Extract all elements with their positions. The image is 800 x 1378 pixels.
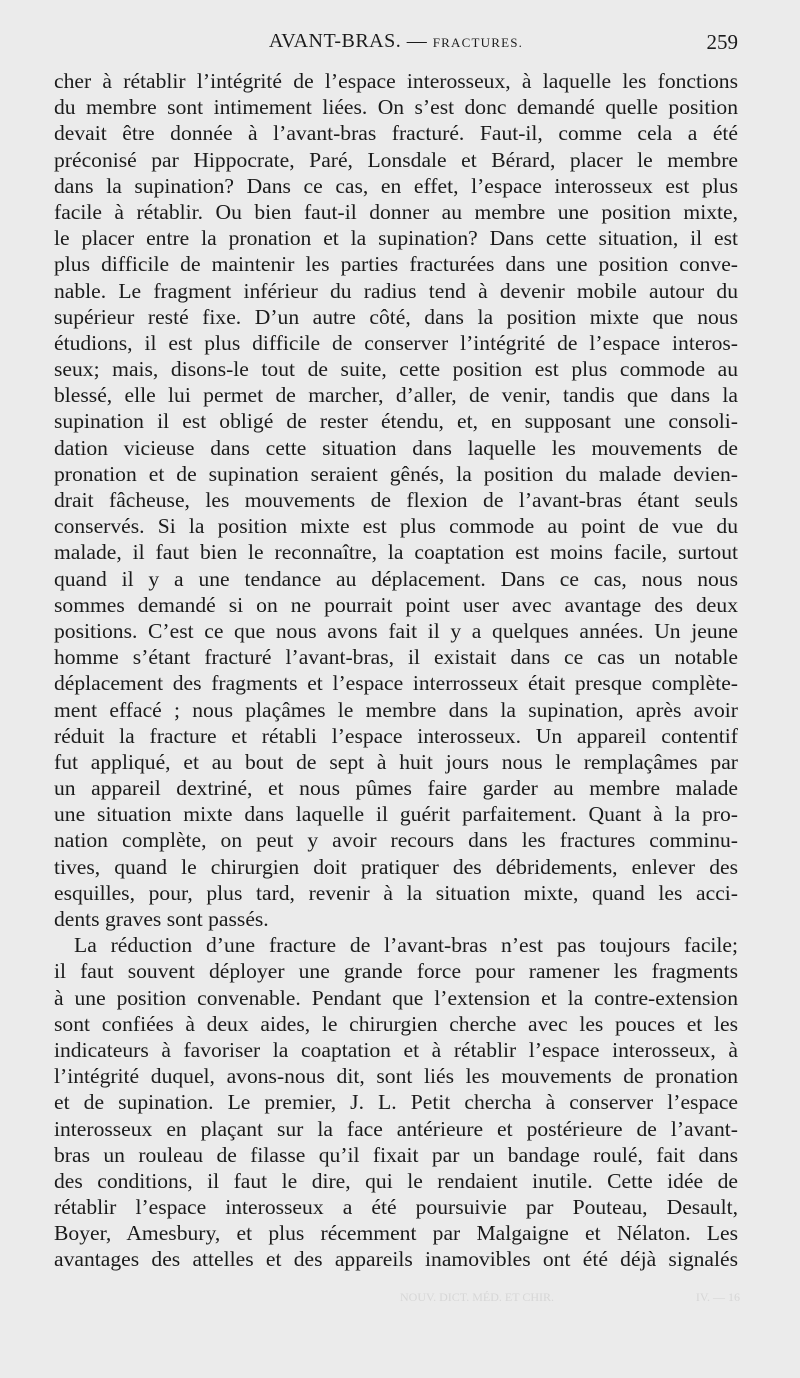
page-header	[54, 30, 738, 60]
text-line: dans la supination? Dans ce cas, en effet, l’espace interosseux est plus	[54, 173, 738, 198]
text-line: des conditions, il faut le dire, qui le rendaient inutile. Cette idée de	[54, 1168, 738, 1193]
text-line: facile à rétablir. Ou bien faut-il donner au membre une position mixte,	[54, 199, 738, 224]
text-line: l’intégrité duquel, avons-nous dit, sont liés les mouvements de pronation	[54, 1064, 738, 1089]
text-line: une situation mixte dans laquelle il guérit parfaitement. Quant à la pro-	[54, 802, 738, 827]
text-line: déplacement des fragments et l’espace interrosseux était presque complète-	[54, 671, 738, 696]
signature-mark: NOUV. DICT. MÉD. ET CHIR.	[400, 1290, 555, 1304]
text-line: pronation et de supination seraient gênés, la position du malade devien-	[54, 461, 738, 486]
text-line: Boyer, Amesbury, et plus récemment par Malgaigne et Nélaton. Les	[54, 1221, 738, 1246]
running-title	[54, 30, 738, 53]
text-line: sont confiées à deux aides, le chirurgien cherche avec les pouces et les	[54, 1011, 738, 1036]
body-text	[54, 68, 738, 1273]
running-title-separator: —	[406, 30, 428, 52]
text-line: seux; mais, disons-le tout de suite, cette position est plus commode au	[54, 357, 738, 382]
text-line: dents graves sont passés.	[54, 907, 269, 931]
text-line: La réduction d’une fracture de l’avant-bras n’est pas toujours facile;	[74, 933, 738, 958]
text-line: devait être donnée à l’avant-bras fracturé. Faut-il, comme cela a été	[54, 121, 738, 146]
text-line: homme s’étant fracturé l’avant-bras, il existait dans ce cas un notable	[54, 645, 738, 670]
text-line: nable. Le fragment inférieur du radius tend à devenir mobile autour du	[54, 278, 738, 303]
text-line: positions. C’est ce que nous avons fait il y a quelques années. Un jeune	[54, 618, 738, 643]
text-line: drait fâcheuse, les mouvements de flexion de l’avant-bras étant seuls	[54, 488, 738, 512]
text-line: blessé, elle lui permet de marcher, d’aller, de venir, tandis que dans la	[54, 383, 738, 408]
text-line: dation vicieuse dans cette situation dans laquelle les mouvements de	[54, 435, 738, 460]
text-line: supination il est obligé de rester étendu, et, en supposant une consoli-	[54, 409, 738, 434]
text-line: esquilles, pour, plus tard, revenir à la situation mixte, quand les acci-	[54, 880, 738, 905]
text-line: du membre sont intimement liées. On s’est donc demandé quelle position	[54, 95, 738, 120]
signature-number: IV. — 16	[695, 1290, 740, 1304]
running-title-sub: FRACTURES.	[432, 35, 524, 50]
text-line: interosseux en plaçant sur la face antérieure et postérieure de l’avant-	[54, 1116, 738, 1141]
text-line: cher à rétablir l’intégrité de l’espace interosseux, à laquelle les fonctions	[54, 69, 738, 93]
text-line: sommes demandé si on ne pourrait point user avec avantage des deux	[54, 592, 738, 617]
text-line: conservés. Si la position mixte est plus commode au point de vue du	[54, 514, 738, 539]
text-line: nation complète, on peut y avoir recours dans les fractures comminu-	[54, 828, 738, 853]
text-line: réduit la fracture et rétabli l’espace interosseux. Un appareil contentif	[54, 723, 738, 748]
text-line: à une position convenable. Pendant que l’extension et la contre-extension	[54, 985, 738, 1010]
text-line: plus difficile de maintenir les parties fracturées dans une position conve-	[54, 252, 738, 277]
text-line: il faut souvent déployer une grande force pour ramener les fragments	[54, 959, 738, 984]
text-line: bras un rouleau de filasse qu’il fixait par un bandage roulé, fait dans	[54, 1142, 738, 1167]
text-line: indicateurs à favoriser la coaptation et à rétablir l’espace interosseux, à	[54, 1037, 738, 1062]
text-line: le placer entre la pronation et la supination? Dans cette situation, il est	[54, 226, 738, 251]
text-line: avantages des attelles et des appareils inamovibles ont été déjà signalés	[54, 1247, 738, 1272]
running-title-main: AVANT-BRAS.	[268, 30, 402, 52]
text-line: préconisé par Hippocrate, Paré, Lonsdale et Bérard, placer le membre	[54, 147, 738, 172]
text-line: fut appliqué, et au bout de sept à huit jours nous le remplaçâmes par	[54, 749, 738, 774]
text-line: tives, quand le chirurgien doit pratiquer des débridements, enlever des	[54, 854, 738, 879]
text-line: supérieur resté fixe. D’un autre côté, dans la position mixte que nous	[54, 304, 738, 329]
text-line: étudions, il est plus difficile de conserver l’intégrité de l’espace interos-	[54, 330, 738, 355]
text-line: ment effacé ; nous plaçâmes le membre dans la supination, après avoir	[54, 697, 738, 722]
text-line: quand il y a une tendance au déplacement. Dans ce cas, nous nous	[54, 566, 738, 591]
page-number: 259	[706, 30, 738, 54]
text-line: et de supination. Le premier, J. L. Petit chercha à conserver l’espace	[54, 1090, 738, 1115]
text-line: rétablir l’espace interosseux a été poursuivie par Pouteau, Desault,	[54, 1195, 738, 1220]
text-line: un appareil dextriné, et nous pûmes faire garder au membre malade	[54, 776, 738, 801]
text-line: malade, il faut bien le reconnaître, la coaptation est moins facile, surtout	[54, 540, 738, 565]
